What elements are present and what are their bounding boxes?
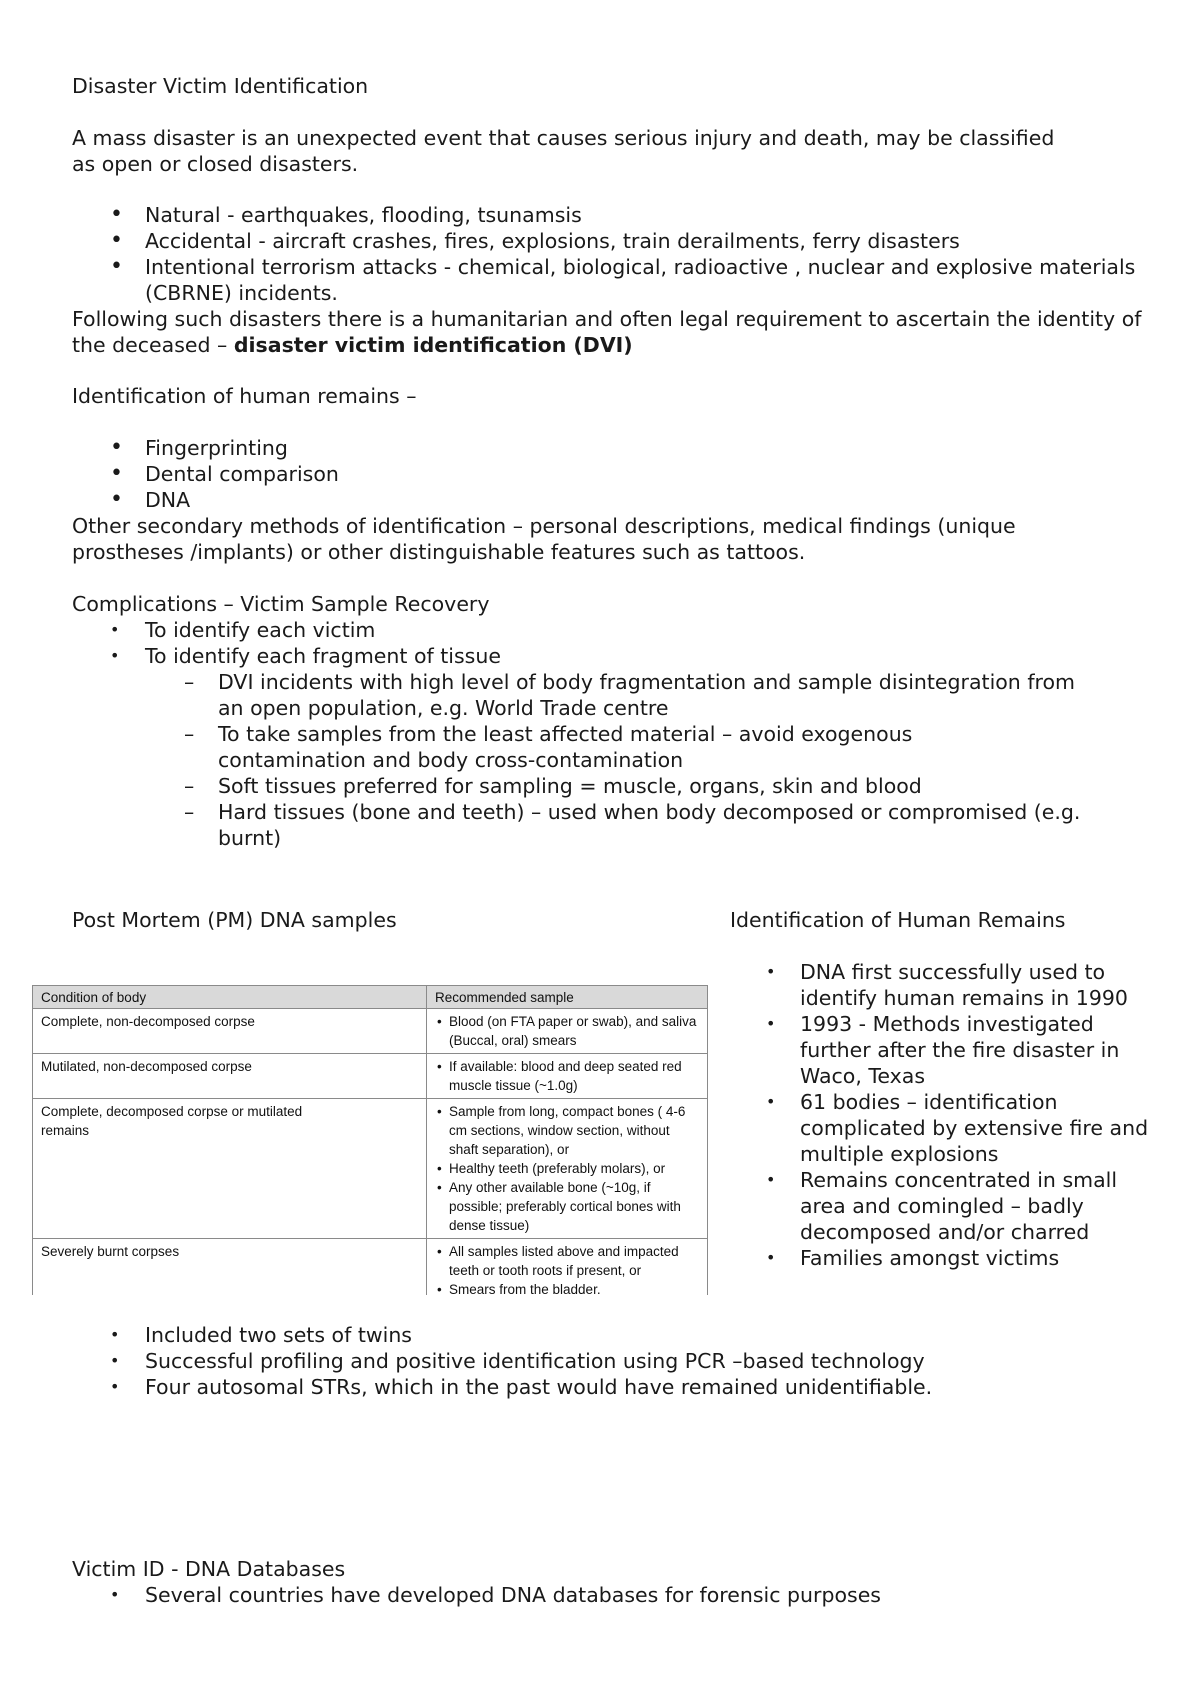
list-item: • 1993 - Methods investigated further after the fire disaster in Waco, Texas: [730, 1011, 1150, 1089]
table-row: [33, 1099, 708, 1239]
table-row: [33, 1009, 708, 1054]
following-paragraph: [72, 306, 1142, 358]
waco-section: [72, 1322, 1132, 1400]
dvi-bold-text: disaster victim identification (DVI): [233, 333, 633, 357]
list-item: – DVI incidents with high level of body fragmentation and sample disintegration from an open population, e.g. World Trade centre: [72, 669, 1082, 721]
database-heading: Victim ID - DNA Databases: [72, 1557, 346, 1581]
table-cell: Severely burnt corpses: [33, 1239, 427, 1296]
complications-list: [72, 617, 1132, 669]
list-item: – Hard tissues (bone and teeth) – used when body decomposed or compromised (e.g. burnt): [72, 799, 1082, 851]
list-item: • 61 bodies – identification complicated by extensive fire and multiple explosions: [730, 1089, 1150, 1167]
list-item: • Remains concentrated in small area and comingled – badly decomposed and/or charred: [730, 1167, 1150, 1245]
table-header: Recommended sample: [427, 986, 708, 1009]
table-cell: [427, 1099, 708, 1239]
intro-section: [72, 125, 1132, 177]
database-section: [72, 1556, 1132, 1608]
list-item: • Fingerprinting: [72, 435, 1132, 461]
list-item: • Blood (on FTA paper or swab), and saliva (Buccal, oral) smears: [435, 1012, 699, 1050]
complications-section: [72, 591, 1132, 851]
table-cell: Complete, decomposed corpse or mutilated remains: [33, 1099, 427, 1239]
identification-heading: Identification of human remains –: [72, 384, 417, 408]
complications-heading: Complications – Victim Sample Recovery: [72, 592, 490, 616]
list-item: • DNA first successfully used to identify human remains in 1990: [730, 959, 1150, 1011]
disaster-types-section: [72, 202, 1142, 358]
list-item: • Four autosomal STRs, which in the past would have remained unidentifiable.: [72, 1374, 1132, 1400]
page-title: Disaster Victim Identification: [72, 74, 369, 98]
table-cell: [427, 1239, 708, 1296]
list-item: • All samples listed above and impacted teeth or tooth roots if present, or: [435, 1242, 699, 1280]
complication-details-list: [72, 669, 1082, 851]
remains-heading: Identification of Human Remains: [730, 908, 1066, 932]
list-item: • Any other available bone (~10g, if possible; preferably cortical bones with dense tissue): [435, 1178, 699, 1235]
list-item: • To identify each fragment of tissue: [72, 643, 1132, 669]
identification-methods-list: [72, 435, 1132, 513]
identification-section: [72, 435, 1132, 565]
table-cell: [427, 1009, 708, 1054]
list-item: • Families amongst victims: [730, 1245, 1150, 1271]
list-item: • Several countries have developed DNA databases for forensic purposes: [72, 1582, 1132, 1608]
database-list: [72, 1582, 1132, 1608]
table-header: Condition of body: [33, 986, 427, 1009]
remains-section: [730, 907, 1150, 1271]
list-item: • If available: blood and deep seated red muscle tissue (~1.0g): [435, 1057, 699, 1095]
table-row: [33, 1239, 708, 1296]
following-text: Following such disasters there is a humanitarian and often legal requirement to ascertain the identity of the deceased –: [72, 307, 1142, 357]
table-row: [33, 1054, 708, 1099]
pm-samples-table: [32, 985, 708, 1295]
remains-list: [730, 959, 1150, 1271]
list-item: • Accidental - aircraft crashes, fires, explosions, train derailments, ferry disasters: [72, 228, 1132, 254]
list-item: – To take samples from the least affected material – avoid exogenous contamination and body cross-contamination: [72, 721, 1082, 773]
table-cell: [427, 1054, 708, 1099]
list-item: • To identify each victim: [72, 617, 1132, 643]
intro-paragraph: A mass disaster is an unexpected event that causes serious injury and death, may be classified as open or closed disasters.: [72, 126, 1055, 176]
list-item: • Smears from the bladder.: [435, 1280, 699, 1295]
list-item: • Healthy teeth (preferably molars), or: [435, 1159, 699, 1178]
list-item: • Included two sets of twins: [72, 1322, 1132, 1348]
list-item: • DNA: [72, 487, 1132, 513]
list-item: • Natural - earthquakes, flooding, tsunamsis: [72, 202, 1132, 228]
pm-samples-heading: Post Mortem (PM) DNA samples: [72, 908, 397, 932]
list-item: – Soft tissues preferred for sampling = muscle, organs, skin and blood: [72, 773, 1082, 799]
secondary-methods-paragraph: Other secondary methods of identification – personal descriptions, medical findings (unique prostheses /implants) or other distinguishable features such as tattoos.: [72, 514, 1016, 564]
table-cell: Mutilated, non-decomposed corpse: [33, 1054, 427, 1099]
list-item: • Dental comparison: [72, 461, 1132, 487]
list-item: • Sample from long, compact bones ( 4-6 cm sections, window section, without shaft separation), or: [435, 1102, 699, 1159]
list-item: • Intentional terrorism attacks - chemical, biological, radioactive , nuclear and explosive materials (CBRNE) incidents.: [72, 254, 1145, 306]
list-item: • Successful profiling and positive identification using PCR –based technology: [72, 1348, 1132, 1374]
waco-list: [72, 1322, 1132, 1400]
disaster-types-list: [72, 202, 1136, 306]
table-cell: Complete, non-decomposed corpse: [33, 1009, 427, 1054]
